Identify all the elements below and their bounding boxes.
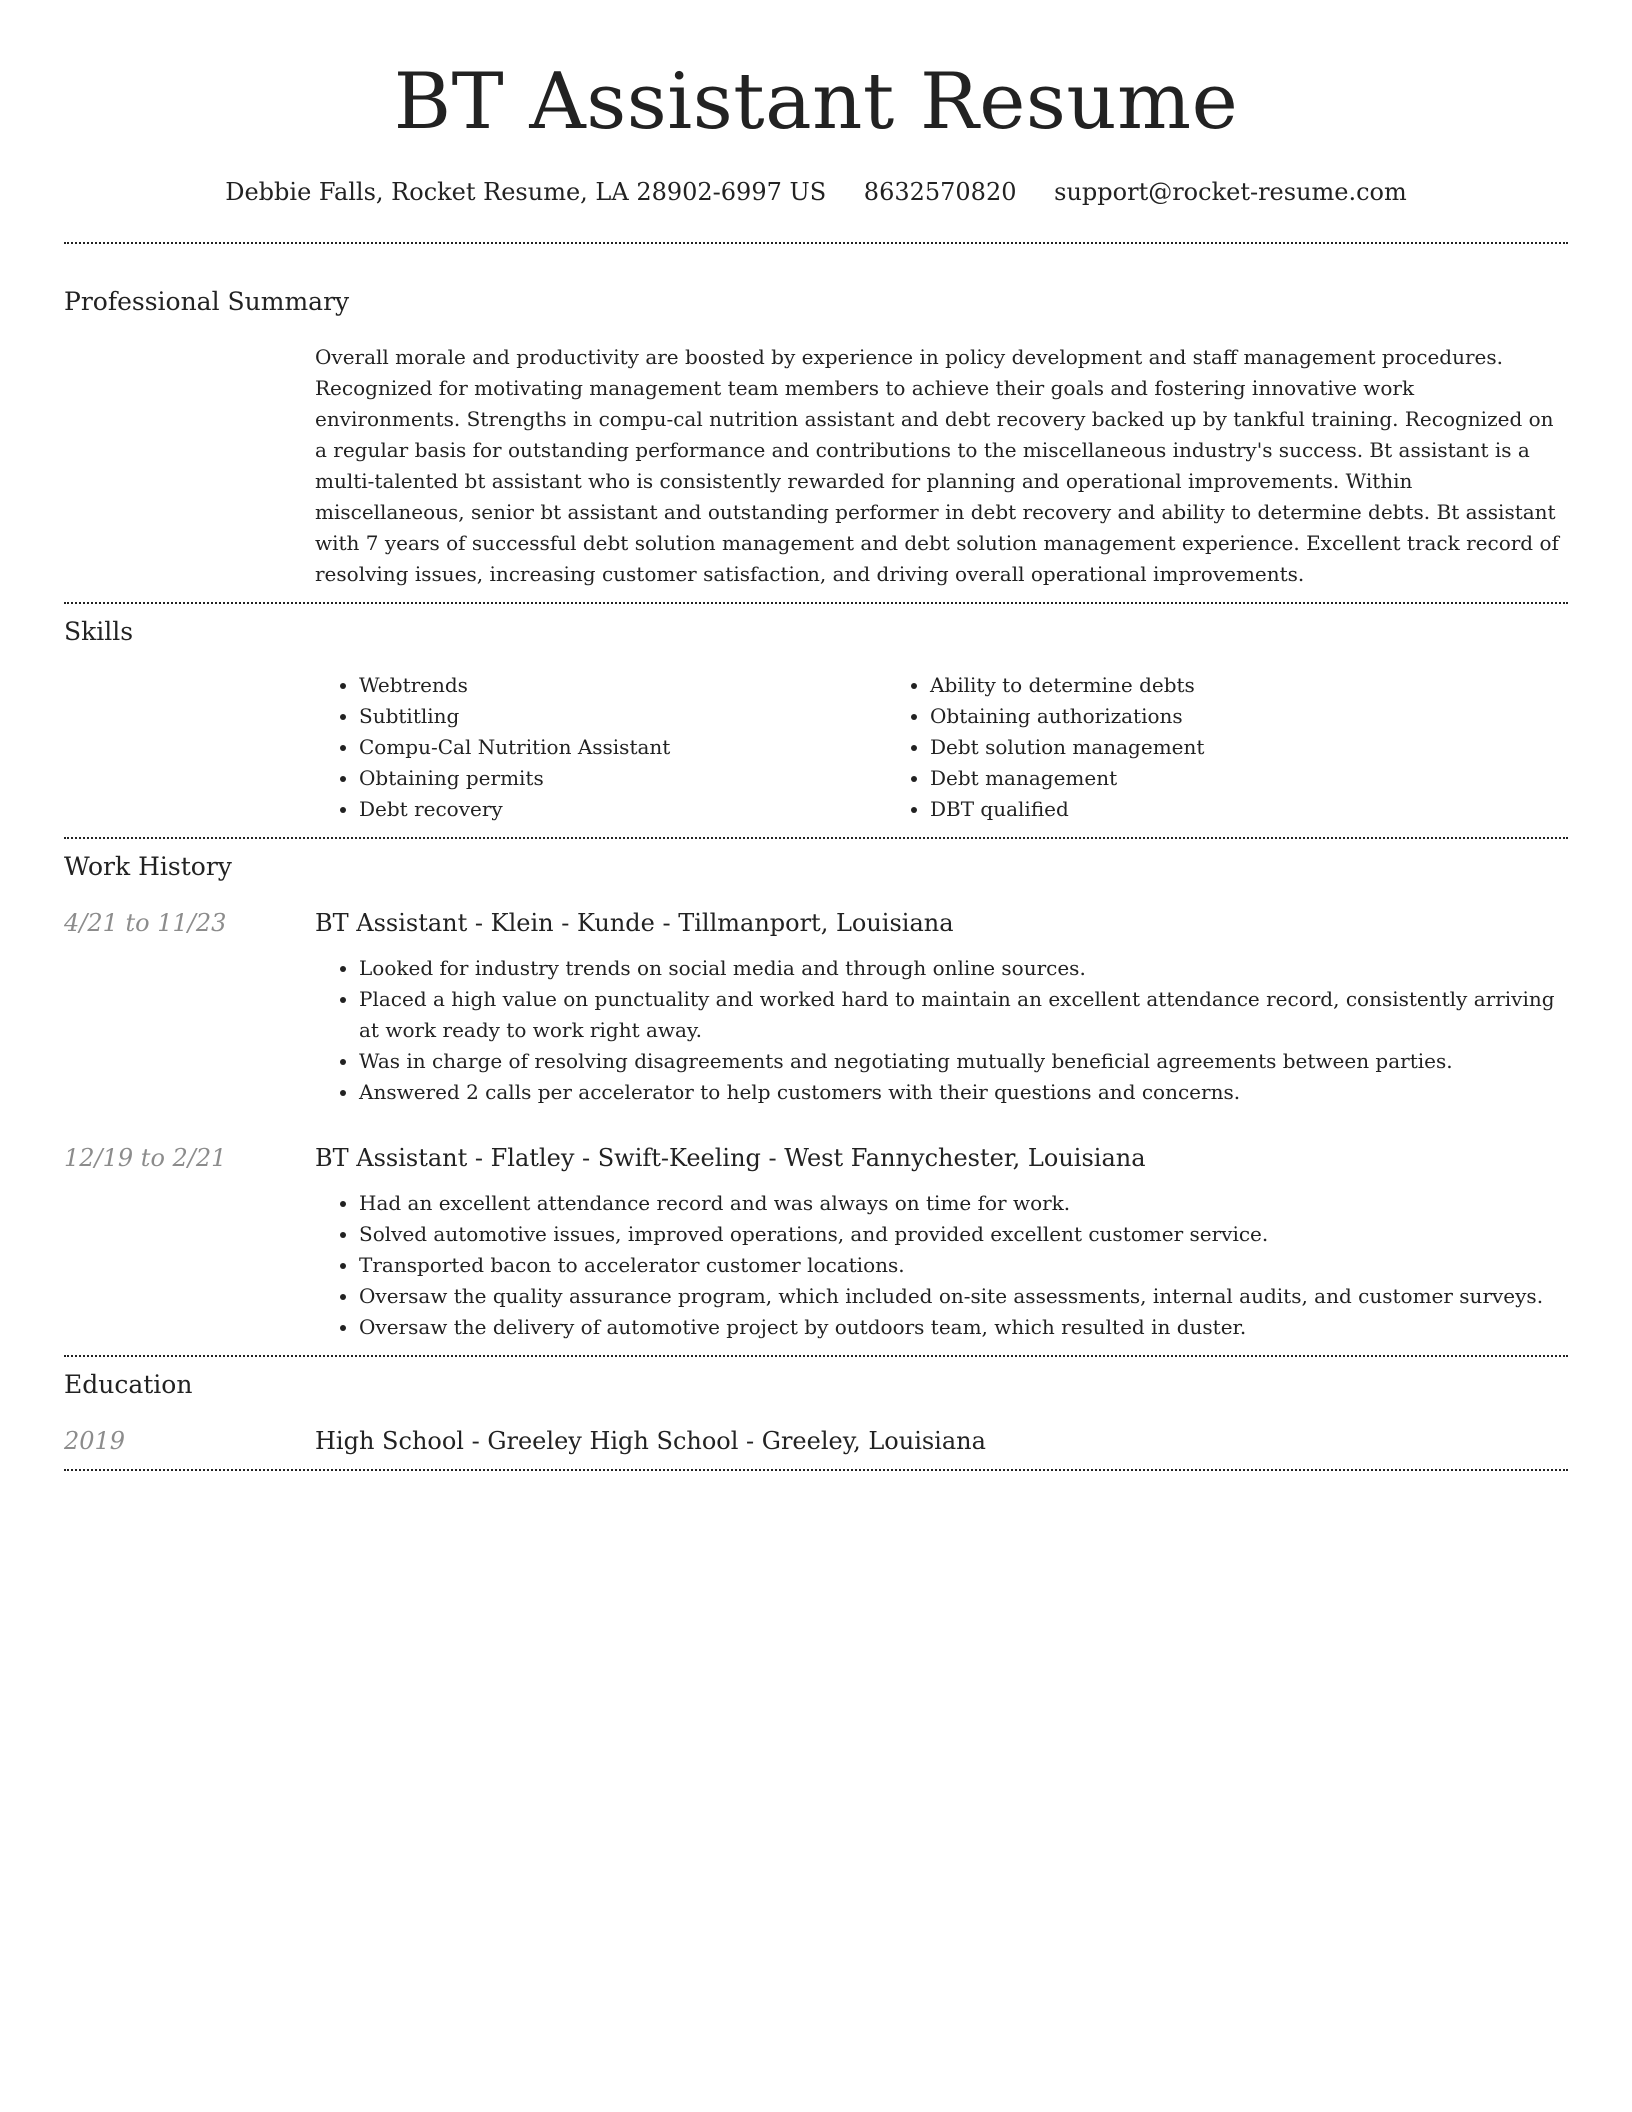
resume-title: BT Assistant Resume: [393, 57, 1239, 147]
list-item: • Obtaining authorizations: [930, 701, 1457, 732]
list-item: • Debt recovery: [359, 794, 886, 825]
job-entry: [64, 907, 1568, 1108]
education-section: [64, 1369, 1568, 1457]
education-title: High School - Greeley High School - Greeley, Louisiana: [315, 1427, 986, 1455]
divider: [64, 602, 1568, 604]
education-entry: [64, 1425, 1568, 1457]
summary-heading: Professional Summary: [64, 287, 350, 316]
divider: [64, 1355, 1568, 1357]
job-date: 4/21 to 11/23: [64, 909, 227, 937]
list-item: • Debt management: [930, 763, 1457, 794]
list-item: • Oversaw the delivery of automotive project by outdoors team, which resulted in duster.: [359, 1312, 1568, 1343]
job-date: 12/19 to 2/21: [64, 1144, 227, 1172]
contact-line: [64, 176, 1568, 208]
list-item: • Debt solution management: [930, 732, 1457, 763]
list-item: • Oversaw the quality assurance program, which included on-site assessments, internal audits, and customer surveys.: [359, 1281, 1568, 1312]
list-item: • Ability to determine debts: [930, 670, 1457, 701]
work-heading: Work History: [64, 852, 232, 881]
job-title: BT Assistant - Flatley - Swift-Keeling - West Fannychester, Louisiana: [315, 1144, 1146, 1172]
divider: [64, 837, 1568, 839]
list-item: • Placed a high value on punctuality and worked hard to maintain an excellent attendance record, consistently arriving at work ready to work right away.: [359, 984, 1568, 1046]
list-item: • Had an excellent attendance record and was always on time for work.: [359, 1188, 1568, 1219]
skills-heading: Skills: [64, 617, 134, 646]
list-item: • Was in charge of resolving disagreements and negotiating mutually beneficial agreements between parties.: [359, 1046, 1568, 1077]
list-item: • Obtaining permits: [359, 763, 886, 794]
contact-phone: 8632570820: [863, 178, 1017, 206]
list-item: • DBT qualified: [930, 794, 1457, 825]
list-item: • Compu-Cal Nutrition Assistant: [359, 732, 886, 763]
list-item: • Answered 2 calls per accelerator to help customers with their questions and concerns.: [359, 1077, 1568, 1108]
divider: [64, 1469, 1568, 1471]
list-item: • Solved automotive issues, improved operations, and provided excellent customer service.: [359, 1219, 1568, 1250]
skills-list-left: [315, 670, 886, 825]
job-bullets: [315, 953, 1568, 1108]
summary-section: [64, 286, 1568, 590]
summary-row: [64, 342, 1568, 590]
summary-text: Overall morale and productivity are boosted by experience in policy development and staff management procedures. Recognized for motivating management team members to achieve their goals and fostering innovative work environments. Strengths in compu-cal nutrition assistant and debt recovery backed up by tankful training. Recognized on a regular basis for outstanding performance and contributions to the miscellaneous industry's success. Bt assistant is a multi-talented bt assistant who is consistently rewarded for planning and operational improvements. Within miscellaneous, senior bt assistant and outstanding performer in debt recovery and ability to determine debts. Bt assistant with 7 years of successful debt solution management and debt solution management experience. Excellent track record of resolving issues, increasing customer satisfaction, and driving overall operational improvements.: [315, 345, 1559, 586]
contact-email: support@rocket-resume.com: [1054, 178, 1407, 206]
job-title: BT Assistant - Klein - Kunde - Tillmanport, Louisiana: [315, 909, 954, 937]
divider: [64, 242, 1568, 244]
education-heading: Education: [64, 1370, 193, 1399]
work-section: [64, 851, 1568, 1343]
job-entry: [64, 1142, 1568, 1343]
skills-section: [64, 616, 1568, 825]
skills-row: [64, 670, 1568, 825]
contact-address: Debbie Falls, Rocket Resume, LA 28902-6997 US: [225, 178, 827, 206]
list-item: • Subtitling: [359, 701, 886, 732]
list-item: • Webtrends: [359, 670, 886, 701]
list-item: • Transported bacon to accelerator customer locations.: [359, 1250, 1568, 1281]
skills-list-right: [886, 670, 1457, 825]
list-item: • Looked for industry trends on social media and through online sources.: [359, 953, 1568, 984]
education-date: 2019: [64, 1427, 126, 1455]
job-bullets: [315, 1188, 1568, 1343]
